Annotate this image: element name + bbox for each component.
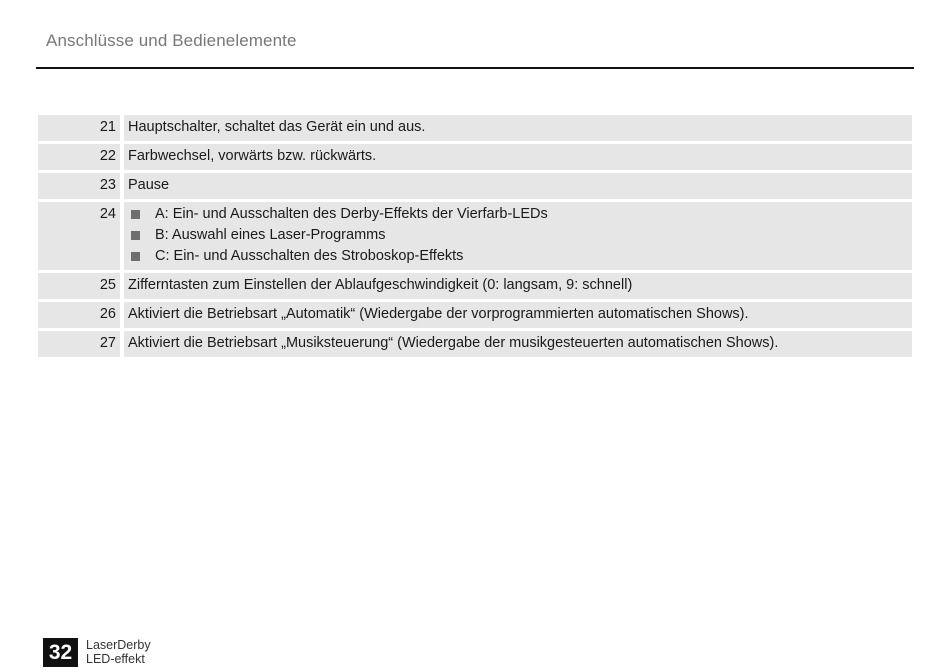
list-item-text: A: Ein- und Ausschalten des Derby-Effekts der Vierfarb-LEDs [155,206,548,222]
table-row [38,115,912,141]
section-title: Anschlüsse und Bedienelemente [46,31,297,50]
row-description: Aktiviert die Betriebsart „Musiksteuerung“ (Wiedergabe der musikgesteuerten automatischen Shows). [124,331,912,357]
header-divider [36,67,914,69]
square-bullet-icon [131,231,140,240]
bullet-list [128,204,912,267]
table-row [38,273,912,299]
list-item [128,225,912,246]
product-name [86,638,151,666]
list-item-text: C: Ein- und Ausschalten des Stroboskop-Effekts [155,248,464,264]
table-row [38,331,912,357]
row-number: 27 [38,331,120,357]
list-item-text: B: Auswahl eines Laser-Programms [155,227,386,243]
table-row [38,202,912,270]
table-row [38,173,912,199]
row-number: 22 [38,144,120,170]
row-description: Zifferntasten zum Einstellen der Ablaufgeschwindigkeit (0: langsam, 9: schnell) [124,273,912,299]
square-bullet-icon [131,252,140,261]
square-bullet-icon [131,210,140,219]
list-item [128,246,912,267]
row-number: 21 [38,115,120,141]
row-description: Aktiviert die Betriebsart „Automatik“ (Wiedergabe der vorprogrammierten automatischen Shows). [124,302,912,328]
row-number: 25 [38,273,120,299]
row-number: 26 [38,302,120,328]
table-row [38,302,912,328]
table-row [38,144,912,170]
product-name-line1: LaserDerby [86,638,151,652]
list-item [128,204,912,225]
row-description: Pause [124,173,912,199]
page-number: 32 [43,638,78,667]
product-name-line2: LED-effekt [86,652,145,666]
row-description: Hauptschalter, schaltet das Gerät ein und aus. [124,115,912,141]
row-description: Farbwechsel, vorwärts bzw. rückwärts. [124,144,912,170]
row-number: 23 [38,173,120,199]
controls-table [38,115,912,360]
row-description [124,202,912,270]
row-number: 24 [38,202,120,270]
